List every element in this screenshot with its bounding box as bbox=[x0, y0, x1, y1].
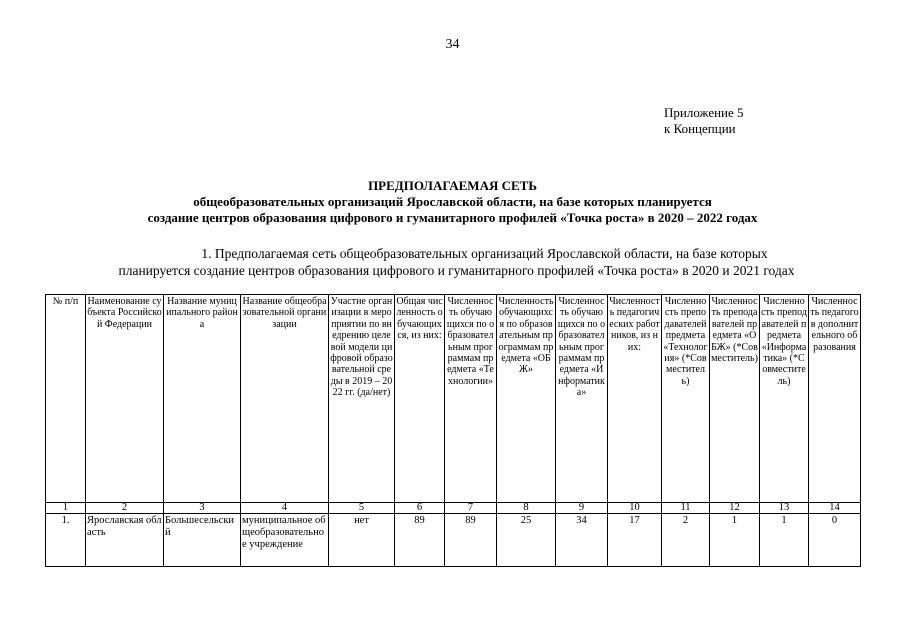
table-cell: нет bbox=[329, 514, 395, 567]
header-cell: Численность обучающихся по образовательным программам предмета «Информатика» bbox=[556, 295, 608, 503]
table-cell: 89 bbox=[445, 514, 497, 567]
table-cell: 89 bbox=[395, 514, 445, 567]
header-cell: Численность педагогических работников, из них: bbox=[608, 295, 662, 503]
heading-line-3: создание центров образования цифрового и гуманитарного профилей «Точка роста» в 2020 – 2022 годах bbox=[147, 210, 758, 225]
table-cell: 1. bbox=[46, 514, 86, 567]
document-heading bbox=[0, 178, 905, 226]
schools-table bbox=[45, 294, 861, 567]
header-cell: Численность преподавателей предмета «Информатика» (*Совместитель) bbox=[760, 295, 809, 503]
header-cell: Название общеобразовательной организации bbox=[241, 295, 329, 503]
appendix-line-1: Приложение 5 bbox=[664, 105, 744, 120]
header-cell: Численность преподавателей предмета «ОБЖ» (*Совместитель) bbox=[710, 295, 760, 503]
table-header-row bbox=[46, 295, 861, 503]
column-number: 13 bbox=[760, 503, 809, 514]
table-row bbox=[46, 514, 861, 567]
table-cell: 34 bbox=[556, 514, 608, 567]
column-number: 2 bbox=[86, 503, 164, 514]
column-number-row bbox=[46, 503, 861, 514]
column-number: 10 bbox=[608, 503, 662, 514]
appendix-note bbox=[664, 105, 744, 137]
column-number: 3 bbox=[164, 503, 241, 514]
page-number: 34 bbox=[445, 37, 460, 52]
table-cell: 25 bbox=[497, 514, 556, 567]
column-number: 1 bbox=[46, 503, 86, 514]
section-subheading bbox=[0, 245, 905, 279]
column-number: 11 bbox=[662, 503, 710, 514]
heading-line-1: ПРЕДПОЛАГАЕМАЯ СЕТЬ bbox=[368, 178, 537, 193]
subheading-line-2: планируется создание центров образования цифрового и гуманитарного профилей «Точка роста» в 2020 и 2021 годах bbox=[118, 263, 795, 278]
header-cell: Участие организации в мероприятии по внедрению целевой модели цифровой образовательной среды в 2019 – 2022 гг. (да/нет) bbox=[329, 295, 395, 503]
table-cell: 17 bbox=[608, 514, 662, 567]
header-cell: № п/п bbox=[46, 295, 86, 503]
header-cell: Численность обучающихся по образовательным программам предмета «Технологии» bbox=[445, 295, 497, 503]
subheading-line-1: 1. Предполагаемая сеть общеобразовательных организаций Ярославской области, на базе которых bbox=[201, 246, 768, 261]
appendix-line-2: к Концепции bbox=[664, 121, 736, 136]
column-number: 7 bbox=[445, 503, 497, 514]
table-cell: муниципальное общеобразовательное учреждение bbox=[241, 514, 329, 567]
table-cell: 0 bbox=[809, 514, 861, 567]
header-cell: Наименование субъекта Российской Федерации bbox=[86, 295, 164, 503]
column-number: 9 bbox=[556, 503, 608, 514]
column-number: 12 bbox=[710, 503, 760, 514]
column-number: 8 bbox=[497, 503, 556, 514]
table-cell: 1 bbox=[760, 514, 809, 567]
column-number: 4 bbox=[241, 503, 329, 514]
header-cell: Численность обучающихся по образовательным программам предмета «ОБЖ» bbox=[497, 295, 556, 503]
header-cell: Численность педагогов дополнительного образования bbox=[809, 295, 861, 503]
table-cell: 2 bbox=[662, 514, 710, 567]
heading-line-2: общеобразовательных организаций Ярославской области, на базе которых планируется bbox=[193, 194, 712, 209]
header-cell: Общая численность обучающихся, из них: bbox=[395, 295, 445, 503]
table-cell: 1 bbox=[710, 514, 760, 567]
column-number: 5 bbox=[329, 503, 395, 514]
header-cell: Численность преподавателей предмета «Технология» (*Совместитель) bbox=[662, 295, 710, 503]
column-number: 14 bbox=[809, 503, 861, 514]
table-cell: Большесельский bbox=[164, 514, 241, 567]
table-cell: Ярославская область bbox=[86, 514, 164, 567]
header-cell: Название муниципального района bbox=[164, 295, 241, 503]
column-number: 6 bbox=[395, 503, 445, 514]
